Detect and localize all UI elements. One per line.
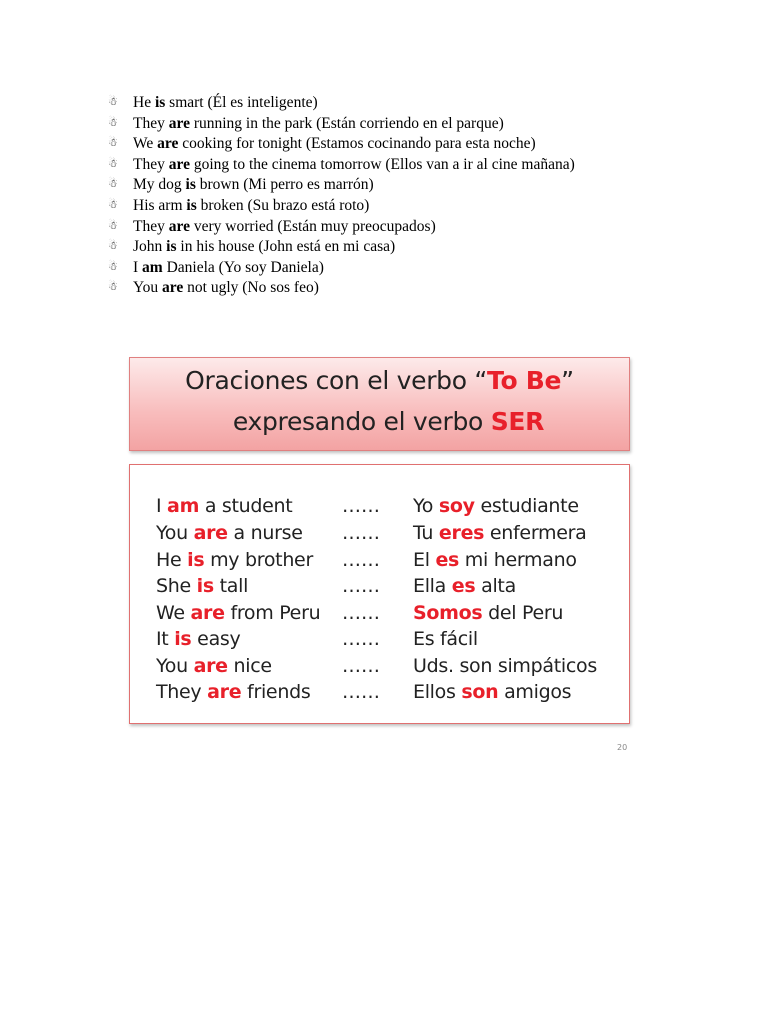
subject-text: They xyxy=(133,217,169,235)
rest-text: running in the park (Están corriendo en el parque) xyxy=(189,114,504,132)
rest-text: smart (Él es inteligente) xyxy=(165,94,318,111)
verb-text: are xyxy=(168,217,190,235)
separator-dots: …… xyxy=(342,522,380,544)
english-sentence: They are friends xyxy=(156,681,311,703)
rest-text: not ugly (No sos feo) xyxy=(183,279,319,297)
english-sentence: She is tall xyxy=(156,575,249,597)
snowman-bullet-icon: ☃ xyxy=(108,198,118,211)
verb-text: am xyxy=(142,258,163,276)
slide-title-line2 xyxy=(130,407,629,436)
snowman-bullet-icon: ☃ xyxy=(108,260,118,273)
snowman-bullet-icon: ☃ xyxy=(108,116,118,129)
snowman-bullet-icon: ☃ xyxy=(108,240,118,253)
english-sentence: You are a nurse xyxy=(156,522,303,544)
title-text: expresando el verbo xyxy=(232,407,491,436)
title-text: Oraciones con el verbo “ xyxy=(185,366,488,395)
english-sentence: You are nice xyxy=(156,655,272,677)
subject-text: We xyxy=(133,135,158,153)
rest-text: very worried (Están muy preocupados) xyxy=(189,217,436,235)
verb-text: are xyxy=(162,279,184,297)
spanish-sentence: Somos del Peru xyxy=(413,602,564,624)
separator-dots: …… xyxy=(342,628,380,650)
slide-title-box xyxy=(129,357,630,451)
subject-text: John xyxy=(133,238,167,256)
verb-text: is xyxy=(186,196,197,214)
snowman-bullet-icon: ☃ xyxy=(108,137,118,150)
spanish-sentence: Ellos son amigos xyxy=(413,681,572,703)
spanish-sentence: Tu eres enfermera xyxy=(413,522,587,544)
verb-text: are xyxy=(168,114,190,132)
verb-text: is xyxy=(185,176,196,194)
subject-text: You xyxy=(133,279,163,297)
separator-dots: …… xyxy=(342,681,380,703)
snowman-bullet-icon: ☃ xyxy=(108,96,118,108)
snowman-bullet-icon: ☃ xyxy=(108,157,118,170)
snowman-bullet-icon: ☃ xyxy=(108,219,118,232)
english-sentence: I am a student xyxy=(156,495,293,517)
english-sentence: It is easy xyxy=(156,628,241,650)
subject-text: I xyxy=(133,258,143,276)
sentence-table xyxy=(129,464,630,724)
list-item xyxy=(108,237,575,258)
rest-text: going to the cinema tomorrow (Ellos van a ir al cine mañana) xyxy=(189,155,575,173)
rest-text: Daniela (Yo soy Daniela) xyxy=(162,258,324,276)
verb-text: is xyxy=(166,238,177,256)
list-item xyxy=(108,175,575,196)
list-item xyxy=(108,93,575,114)
subject-text: My dog xyxy=(133,176,186,194)
separator-dots: …… xyxy=(342,575,380,597)
title-text: ” xyxy=(561,366,574,395)
list-item xyxy=(108,134,575,155)
snowman-bullet-icon: ☃ xyxy=(108,178,118,191)
title-highlight: To Be xyxy=(487,366,562,395)
list-item xyxy=(108,217,575,238)
spanish-sentence: Ella es alta xyxy=(413,575,516,597)
verb-text: are xyxy=(157,135,179,153)
separator-dots: …… xyxy=(342,549,380,571)
rest-text: brown (Mi perro es marrón) xyxy=(195,176,374,194)
list-item xyxy=(108,155,575,176)
rest-text: broken (Su brazo está roto) xyxy=(196,196,370,214)
list-item xyxy=(108,258,575,279)
subject-text: His arm xyxy=(133,196,187,214)
separator-dots: …… xyxy=(342,602,380,624)
subject-text: He xyxy=(133,94,155,111)
list-item xyxy=(108,278,575,299)
separator-dots: …… xyxy=(342,495,380,517)
spanish-sentence: Uds. son simpáticos xyxy=(413,655,597,677)
spanish-sentence: El es mi hermano xyxy=(413,549,577,571)
page-number: 20 xyxy=(617,743,628,752)
verb-text: is xyxy=(154,94,166,111)
separator-dots: …… xyxy=(342,655,380,677)
rest-text: in his house (John está en mi casa) xyxy=(176,238,396,256)
english-sentence: He is my brother xyxy=(156,549,313,571)
spanish-sentence: Es fácil xyxy=(413,628,478,650)
subject-text: They xyxy=(133,114,169,132)
spanish-sentence: Yo soy estudiante xyxy=(413,495,579,517)
snowman-bullet-icon: ☃ xyxy=(108,281,118,294)
example-list xyxy=(108,93,575,299)
rest-text: cooking for tonight (Estamos cocinando para esta noche) xyxy=(178,135,536,153)
list-item xyxy=(108,196,575,217)
slide-title-line1 xyxy=(130,366,629,395)
subject-text: They xyxy=(133,155,169,173)
list-item xyxy=(108,114,575,135)
english-sentence: We are from Peru xyxy=(156,602,321,624)
verb-text: are xyxy=(168,155,190,173)
title-highlight: SER xyxy=(490,407,545,436)
